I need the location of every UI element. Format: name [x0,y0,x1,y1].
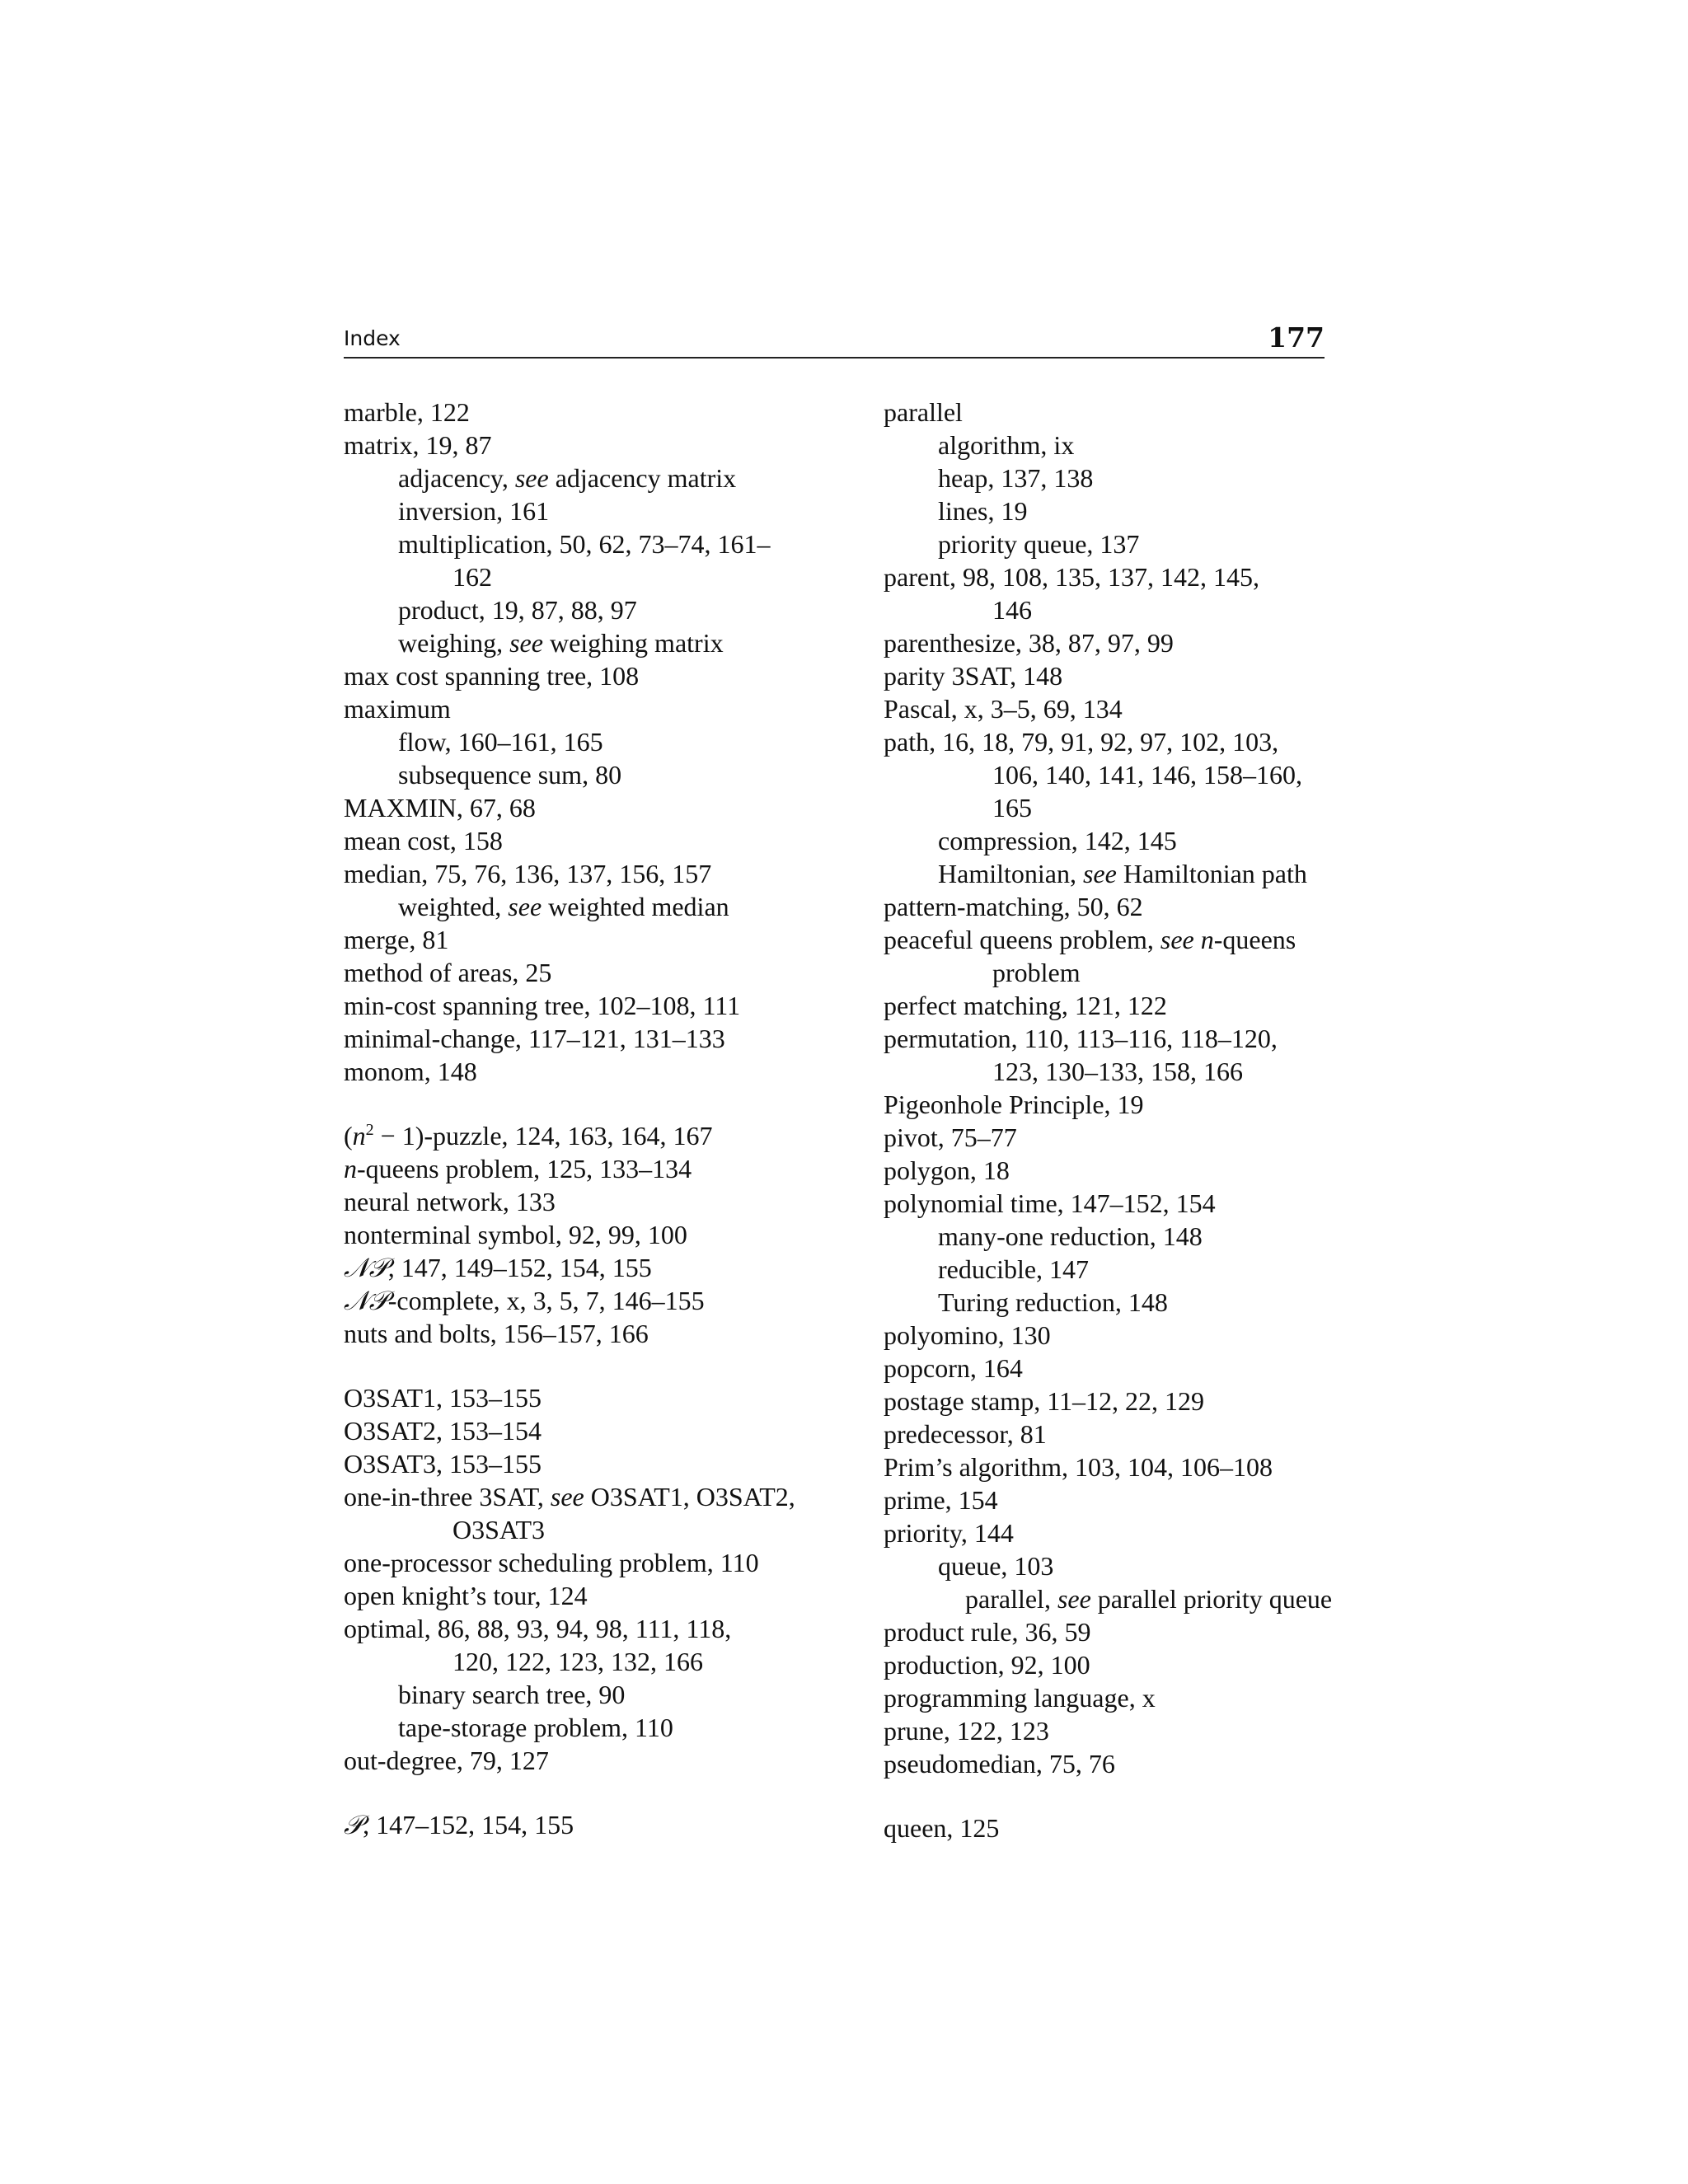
index-entry: perfect matching, 121, 122 [884,991,1167,1020]
index-entry: peaceful queens problem, see n-queens [884,925,1296,954]
letter-group-gap [884,1780,1395,1811]
index-subentry: algorithm, ix [938,430,1075,460]
index-subentry: compression, 142, 145 [938,826,1177,855]
index-entry: O3SAT3, 153–155 [344,1449,542,1479]
index-subentry: heap, 137, 138 [938,463,1094,493]
index-entry: merge, 81 [344,925,449,954]
index-entry: neural network, 133 [344,1187,556,1216]
index-group-q [884,1811,1395,1844]
index-entry: path, 16, 18, 79, 91, 92, 97, 102, 103, [884,727,1279,757]
see-ref: see [1082,859,1117,888]
index-entry: pseudomedian, 75, 76 [884,1749,1115,1779]
index-entry: 𝒩𝒫-complete, x, 3, 5, 7, 146–155 [344,1286,705,1315]
index-continuation: problem [992,958,1081,987]
index-entry: prune, 122, 123 [884,1716,1049,1746]
index-entry: ($n^2$ − 1)-puzzle, 124, 163, 164, 167 [344,1121,713,1151]
index-group-p [344,1808,855,1841]
index-entry: Pascal, x, 3–5, 69, 134 [884,694,1123,724]
index-entry: queen, 125 [884,1813,1000,1843]
index-continuation: 120, 122, 123, 132, 166 [452,1647,703,1676]
index-continuation: 162 [452,562,492,592]
index-group-o [344,1381,855,1777]
see-ref: see [1057,1584,1091,1614]
index-entry: 𝒩𝒫, 147, 149–152, 154, 155 [344,1253,652,1282]
index-entry: monom, 148 [344,1057,477,1086]
index-group-n [344,1119,855,1350]
index-entry: matrix, 19, 87 [344,430,492,460]
index-subentry: reducible, 147 [938,1254,1090,1284]
index-subentry: many-one reduction, 148 [938,1221,1203,1251]
index-entry: 𝒫, 147–152, 154, 155 [344,1810,574,1840]
see-ref: see [550,1482,584,1511]
see-ref: see [1160,925,1194,954]
index-entry: min-cost spanning tree, 102–108, 111 [344,991,741,1020]
index-subentry: binary search tree, 90 [398,1680,626,1709]
index-entry: pivot, 75–77 [884,1122,1017,1152]
index-entry: marble, 122 [344,397,470,427]
index-subsubentry: parallel, see parallel priority queue [965,1584,1333,1614]
page-number: 177 [1268,321,1325,354]
index-subentry: Turing reduction, 148 [938,1287,1168,1317]
index-entry: maximum [344,694,451,724]
index-continuation: 146 [992,595,1032,625]
index-entry: one-processor scheduling problem, 110 [344,1548,759,1577]
running-head [344,317,1325,359]
index-continuation: O3SAT3 [452,1515,546,1544]
index-entry: nuts and bolts, 156–157, 166 [344,1319,649,1348]
index-subentry: lines, 19 [938,496,1028,526]
letter-group-gap [344,1350,855,1381]
index-entry: production, 92, 100 [884,1650,1090,1680]
index-subentry: weighing, see weighing matrix [398,628,724,658]
index-entry: out-degree, 79, 127 [344,1746,549,1775]
index-group-m [344,396,855,1088]
index-column-right [884,396,1395,1844]
index-entry: polyomino, 130 [884,1320,1051,1350]
index-entry: parallel [884,397,963,427]
index-column-left [344,396,855,1841]
see-ref: see [514,463,549,493]
index-entry: minimal-change, 117–121, 131–133 [344,1024,725,1053]
index-entry: pattern-matching, 50, 62 [884,892,1143,921]
index-entry: mean cost, 158 [344,826,503,855]
index-subentry: queue, 103 [938,1551,1054,1581]
index-entry: postage stamp, 11–12, 22, 129 [884,1386,1204,1416]
index-entry: MAXMIN, 67, 68 [344,793,536,823]
index-entry: predecessor, 81 [884,1419,1047,1449]
letter-group-gap [344,1088,855,1119]
index-entry: product rule, 36, 59 [884,1617,1091,1647]
index-entry: Prim’s algorithm, 103, 104, 106–108 [884,1452,1273,1482]
index-continuation: 165 [992,793,1032,823]
index-entry: one-in-three 3SAT, see O3SAT1, O3SAT2, [344,1482,795,1511]
index-entry: popcorn, 164 [884,1353,1023,1383]
index-entry: nonterminal symbol, 92, 99, 100 [344,1220,687,1249]
index-entry: Pigeonhole Principle, 19 [884,1090,1144,1119]
index-entry: parent, 98, 108, 135, 137, 142, 145, [884,562,1259,592]
index-entry: polygon, 18 [884,1155,1010,1185]
letter-group-gap [344,1777,855,1808]
index-subentry: inversion, 161 [398,496,550,526]
index-subentry: product, 19, 87, 88, 97 [398,595,637,625]
running-head-title: Index [344,326,401,350]
index-entry: programming language, x [884,1683,1156,1713]
p-symbol: 𝒫 [344,1810,363,1840]
index-entry: O3SAT1, 153–155 [344,1383,542,1413]
index-subentry: adjacency, see adjacency matrix [398,463,737,493]
index-entry: prime, 154 [884,1485,998,1515]
index-entry: parity 3SAT, 148 [884,661,1063,691]
np-symbol: 𝒩𝒫 [344,1286,388,1315]
index-entry: optimal, 86, 88, 93, 94, 98, 111, 118, [344,1614,732,1643]
index-group-p-continued [884,396,1395,1780]
index-subentry: subsequence sum, 80 [398,760,622,790]
index-entry: permutation, 110, 113–116, 118–120, [884,1024,1278,1053]
see-ref: see [509,628,543,658]
index-subentry: weighted, see weighted median [398,892,729,921]
index-entry: open knight’s tour, 124 [344,1581,588,1610]
index-entry: method of areas, 25 [344,958,552,987]
index-subentry: priority queue, 137 [938,529,1140,559]
index-subentry: flow, 160–161, 165 [398,727,603,757]
index-entry: max cost spanning tree, 108 [344,661,640,691]
index-entry: n-queens problem, 125, 133–134 [344,1154,692,1183]
index-entry: O3SAT2, 153–154 [344,1416,542,1446]
index-continuation: 123, 130–133, 158, 166 [992,1057,1243,1086]
see-ref: see [508,892,542,921]
index-entry: parenthesize, 38, 87, 97, 99 [884,628,1174,658]
index-continuation: 106, 140, 141, 146, 158–160, [992,760,1302,790]
index-entry: median, 75, 76, 136, 137, 156, 157 [344,859,712,888]
index-subentry: tape-storage problem, 110 [398,1713,673,1742]
np-symbol: 𝒩𝒫 [344,1253,388,1282]
index-entry: priority, 144 [884,1518,1014,1548]
index-subentry: Hamiltonian, see Hamiltonian path [938,859,1307,888]
index-subentry: multiplication, 50, 62, 73–74, 161– [398,529,771,559]
index-entry: polynomial time, 147–152, 154 [884,1188,1216,1218]
